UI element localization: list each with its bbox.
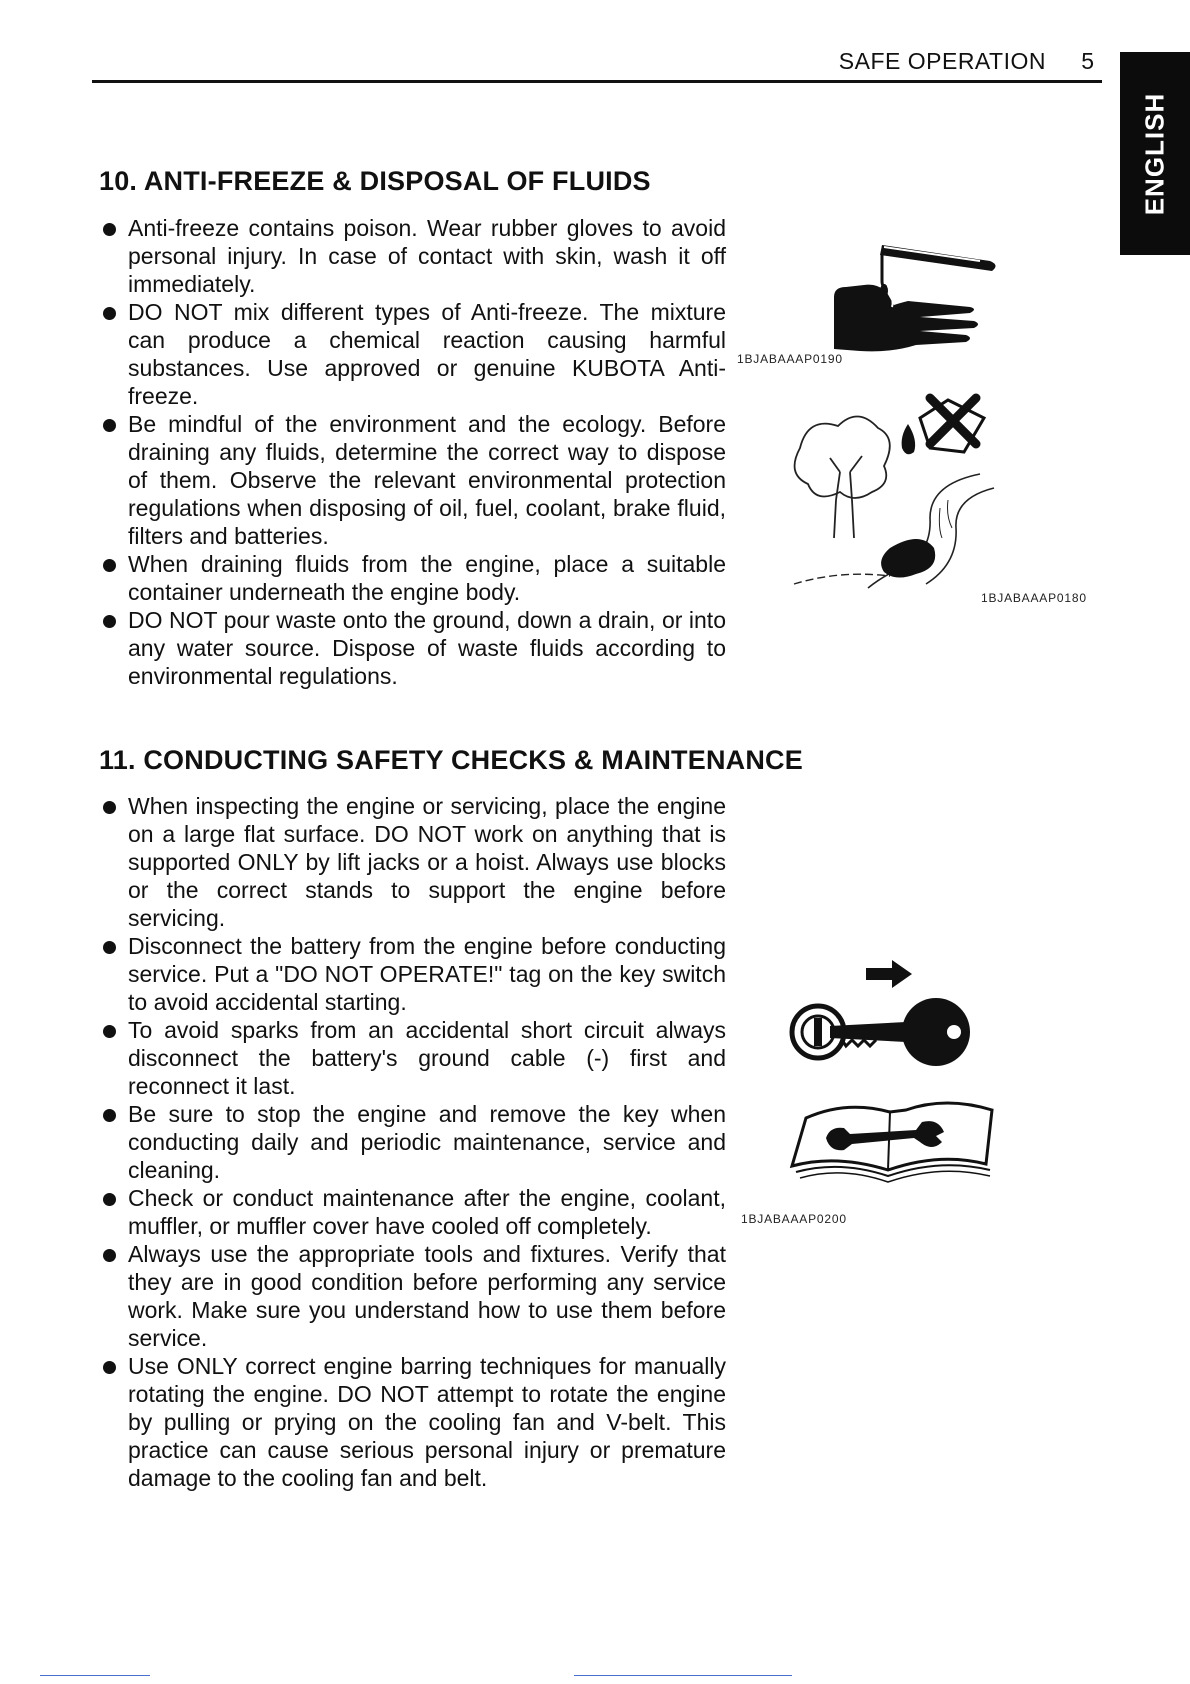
figure-code: 1BJABAAAP0190 — [737, 352, 843, 366]
list-item: DO NOT pour waste onto the ground, down a drain, or into any water source. Dispose of waste fluids according to environmental regulations. — [100, 606, 726, 690]
page-header — [92, 44, 1102, 84]
list-item: To avoid sparks from an accidental short circuit always disconnect the battery's ground cable (-) first and reconnect it last. — [100, 1016, 726, 1100]
list-item: Use ONLY correct engine barring techniques for manually rotating the engine. DO NOT attempt to rotate the engine by pulling or prying on the cooling fan and V-belt. This practice can cause serious personal injury or premature damage to the cooling fan and belt. — [100, 1352, 726, 1492]
list-item: DO NOT mix different types of Anti-freeze. The mixture can produce a chemical reaction causing harmful substances. Use approved or genuine KUBOTA Anti-freeze. — [100, 298, 726, 410]
language-tab-label: ENGLISH — [1139, 92, 1170, 215]
section-title-safety-checks: 11. CONDUCTING SAFETY CHECKS & MAINTENANCE — [99, 745, 803, 775]
list-item: Check or conduct maintenance after the engine, coolant, muffler, or muffler cover have cooled off completely. — [100, 1184, 726, 1240]
fluid-disposal-environment-icon — [780, 388, 1000, 596]
figure-code: 1BJABAAAP0180 — [981, 591, 1087, 605]
antifreeze-glove-icon — [820, 225, 1000, 360]
language-tab — [1120, 52, 1190, 255]
list-item: Always use the appropriate tools and fixtures. Verify that they are in good condition before performing any service work. Make sure you understand how to use them before service. — [100, 1240, 726, 1352]
header-rule — [92, 80, 1102, 83]
key-switch-manual-icon — [786, 960, 996, 1185]
list-item: When inspecting the engine or servicing, place the engine on a large flat surface. DO NOT work on anything that is supported ONLY by lift jacks or a hoist. Always use blocks or the correct stands to support the engine before servicing. — [100, 792, 726, 932]
section-title-antifreeze: 10. ANTI-FREEZE & DISPOSAL OF FLUIDS — [99, 166, 651, 196]
list-item: Disconnect the battery from the engine before conducting service. Put a "DO NOT OPERATE!" tag on the key switch to avoid accidental starting. — [100, 932, 726, 1016]
list-item: Be sure to stop the engine and remove the key when conducting daily and periodic maintenance, service and cleaning. — [100, 1100, 726, 1184]
antifreeze-bullet-list — [100, 214, 726, 690]
list-item: When draining fluids from the engine, place a suitable container underneath the engine body. — [100, 550, 726, 606]
safety-checks-bullet-list — [100, 792, 726, 1492]
footer-link-line — [40, 1675, 150, 1676]
list-item: Be mindful of the environment and the ecology. Before draining any fluids, determine the correct way to dispose of them. Observe the relevant environmental protection regulations when disposing of oil, fuel, coolant, brake fluid, filters and batteries. — [100, 410, 726, 550]
figure-code: 1BJABAAAP0200 — [741, 1212, 847, 1226]
header-title: SAFE OPERATION — [838, 48, 1046, 74]
list-item: Anti-freeze contains poison. Wear rubber gloves to avoid personal injury. In case of contact with skin, wash it off immediately. — [100, 214, 726, 298]
page-number: 5 — [1081, 48, 1094, 74]
footer-link-line — [574, 1675, 792, 1676]
